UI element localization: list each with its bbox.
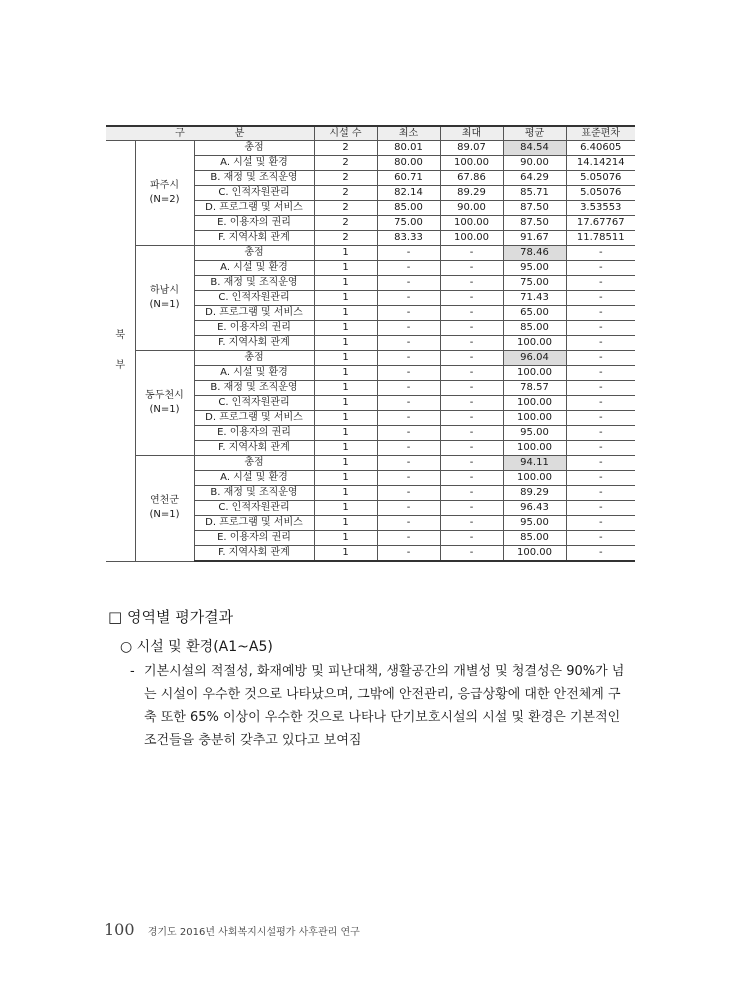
city-count: (N=1): [149, 404, 180, 415]
cell-max: -: [440, 366, 503, 381]
cell-min: 75.00: [377, 216, 440, 231]
table-row: [106, 456, 635, 471]
page-number: 100: [104, 920, 135, 939]
cell-label: E. 이용자의 권리: [194, 426, 314, 441]
cell-max: -: [440, 531, 503, 546]
cell-max: -: [440, 396, 503, 411]
cell-avg: 100.00: [503, 336, 566, 351]
cell-count: 1: [314, 411, 377, 426]
cell-max: -: [440, 246, 503, 261]
cell-count: 1: [314, 486, 377, 501]
cell-sd: -: [566, 261, 635, 276]
cell-count: 1: [314, 396, 377, 411]
sub-heading-text: 시설 및 환경(A1~A5): [136, 639, 273, 655]
cell-max: -: [440, 321, 503, 336]
cell-label: F. 지역사회 관계: [194, 546, 314, 562]
cell-max: -: [440, 306, 503, 321]
cell-min: 85.00: [377, 201, 440, 216]
cell-count: 2: [314, 201, 377, 216]
city-cell: [135, 141, 194, 246]
table-row: [106, 351, 635, 366]
cell-max: -: [440, 291, 503, 306]
cell-count: 1: [314, 351, 377, 366]
cell-count: 1: [314, 471, 377, 486]
cell-count: 1: [314, 306, 377, 321]
cell-max: -: [440, 426, 503, 441]
cell-sd: 3.53553: [566, 201, 635, 216]
region-cell: [106, 141, 135, 562]
paragraph-line-2: 는 시설이 우수한 것으로 나타났으며, 그밖에 안전관리, 응급상황에 대한 안전체계 구: [144, 687, 621, 702]
cell-avg: 65.00: [503, 306, 566, 321]
cell-min: -: [377, 306, 440, 321]
cell-sd: 6.40605: [566, 141, 635, 156]
cell-sd: -: [566, 546, 635, 562]
cell-max: -: [440, 486, 503, 501]
table-header-row: [106, 126, 635, 141]
cell-avg: 75.00: [503, 276, 566, 291]
header-max: 최대: [440, 126, 503, 141]
cell-min: -: [377, 261, 440, 276]
cell-count: 1: [314, 441, 377, 456]
cell-label: B. 재정 및 조직운영: [194, 171, 314, 186]
cell-label: F. 지역사회 관계: [194, 441, 314, 456]
cell-max: -: [440, 351, 503, 366]
cell-label: D. 프로그램 및 서비스: [194, 411, 314, 426]
cell-sd: -: [566, 396, 635, 411]
cell-sd: 17.67767: [566, 216, 635, 231]
header-bun: 분: [234, 128, 245, 139]
body-paragraph: [130, 660, 638, 752]
cell-sd: -: [566, 336, 635, 351]
cell-avg: 78.57: [503, 381, 566, 396]
cell-label: B. 재정 및 조직운영: [194, 381, 314, 396]
cell-label: A. 시설 및 환경: [194, 261, 314, 276]
cell-count: 1: [314, 456, 377, 471]
sub-heading: [120, 636, 273, 656]
header-count: 시설 수: [314, 126, 377, 141]
cell-min: -: [377, 546, 440, 562]
cell-count: 1: [314, 531, 377, 546]
city-count: (N=1): [149, 509, 180, 521]
cell-max: 89.07: [440, 141, 503, 156]
cell-label: 총점: [194, 246, 314, 261]
cell-min: -: [377, 456, 440, 471]
cell-sd: -: [566, 486, 635, 501]
cell-label: E. 이용자의 권리: [194, 531, 314, 546]
cell-label: A. 시설 및 환경: [194, 366, 314, 381]
cell-count: 1: [314, 501, 377, 516]
cell-min: -: [377, 276, 440, 291]
cell-min: -: [377, 396, 440, 411]
page-footer: [104, 920, 360, 939]
cell-count: 2: [314, 231, 377, 246]
cell-min: 80.01: [377, 141, 440, 156]
cell-max: 90.00: [440, 201, 503, 216]
cell-max: -: [440, 471, 503, 486]
cell-min: 80.00: [377, 156, 440, 171]
cell-sd: -: [566, 411, 635, 426]
cell-max: -: [440, 261, 503, 276]
cell-sd: -: [566, 531, 635, 546]
header-category: [106, 126, 314, 141]
cell-label: 총점: [194, 456, 314, 471]
cell-sd: -: [566, 306, 635, 321]
city-cell: [135, 351, 194, 456]
cell-count: 1: [314, 246, 377, 261]
cell-count: 2: [314, 141, 377, 156]
cell-sd: 11.78511: [566, 231, 635, 246]
cell-avg: 100.00: [503, 366, 566, 381]
city-name: 하남시: [150, 285, 179, 296]
table-row: [106, 141, 635, 156]
cell-min: -: [377, 516, 440, 531]
cell-label: C. 인적자원관리: [194, 396, 314, 411]
cell-count: 2: [314, 216, 377, 231]
cell-sd: -: [566, 441, 635, 456]
cell-max: -: [440, 501, 503, 516]
section-heading-text: 영역별 평가결과: [126, 608, 234, 626]
city-count: (N=1): [149, 299, 180, 310]
cell-min: -: [377, 246, 440, 261]
cell-avg: 95.00: [503, 261, 566, 276]
cell-count: 2: [314, 171, 377, 186]
cell-avg: 95.00: [503, 516, 566, 531]
cell-label: E. 이용자의 권리: [194, 321, 314, 336]
cell-count: 1: [314, 426, 377, 441]
cell-max: -: [440, 276, 503, 291]
table-body: [106, 141, 635, 562]
footer-title: 경기도 2016년 사회복지시설평가 사후관리 연구: [147, 927, 360, 938]
cell-count: 2: [314, 186, 377, 201]
cell-max: -: [440, 546, 503, 562]
cell-min: -: [377, 426, 440, 441]
cell-avg: 85.71: [503, 186, 566, 201]
header-avg: 평균: [503, 126, 566, 141]
cell-sd: -: [566, 426, 635, 441]
cell-sd: -: [566, 246, 635, 261]
cell-sd: -: [566, 471, 635, 486]
cell-max: 67.86: [440, 171, 503, 186]
cell-avg: 90.00: [503, 156, 566, 171]
cell-label: E. 이용자의 권리: [194, 216, 314, 231]
cell-sd: -: [566, 381, 635, 396]
cell-avg: 100.00: [503, 396, 566, 411]
cell-min: -: [377, 291, 440, 306]
cell-label: D. 프로그램 및 서비스: [194, 306, 314, 321]
cell-avg: 96.43: [503, 501, 566, 516]
cell-avg: 89.29: [503, 486, 566, 501]
cell-avg: 100.00: [503, 471, 566, 486]
cell-avg: 87.50: [503, 216, 566, 231]
cell-count: 1: [314, 276, 377, 291]
cell-min: -: [377, 366, 440, 381]
cell-max: 100.00: [440, 231, 503, 246]
cell-sd: -: [566, 351, 635, 366]
city-name: 연천군: [150, 495, 179, 507]
cell-sd: 14.14214: [566, 156, 635, 171]
cell-sd: -: [566, 276, 635, 291]
cell-avg: 78.46: [503, 246, 566, 261]
cell-avg: 100.00: [503, 441, 566, 456]
square-bullet-icon: □: [108, 608, 123, 626]
cell-label: D. 프로그램 및 서비스: [194, 516, 314, 531]
cell-count: 1: [314, 381, 377, 396]
cell-label: A. 시설 및 환경: [194, 156, 314, 171]
paragraph-line-1: 기본시설의 적절성, 화재예방 및 피난대책, 생활공간의 개별성 및 청결성은 90%가 넘: [144, 664, 625, 679]
cell-avg: 100.00: [503, 546, 566, 562]
cell-label: 총점: [194, 351, 314, 366]
cell-avg: 96.04: [503, 351, 566, 366]
cell-label: D. 프로그램 및 서비스: [194, 201, 314, 216]
cell-min: -: [377, 501, 440, 516]
cell-count: 1: [314, 336, 377, 351]
cell-label: C. 인적자원관리: [194, 186, 314, 201]
cell-avg: 100.00: [503, 411, 566, 426]
cell-avg: 85.00: [503, 321, 566, 336]
cell-label: C. 인적자원관리: [194, 501, 314, 516]
header-gu: 구: [175, 128, 185, 139]
cell-label: F. 지역사회 관계: [194, 231, 314, 246]
cell-sd: -: [566, 501, 635, 516]
cell-sd: -: [566, 291, 635, 306]
cell-sd: 5.05076: [566, 186, 635, 201]
cell-max: -: [440, 336, 503, 351]
cell-avg: 85.00: [503, 531, 566, 546]
cell-label: B. 재정 및 조직운영: [194, 276, 314, 291]
dash-bullet: -: [130, 664, 135, 679]
cell-sd: 5.05076: [566, 171, 635, 186]
cell-min: -: [377, 381, 440, 396]
cell-count: 1: [314, 366, 377, 381]
cell-avg: 87.50: [503, 201, 566, 216]
paragraph-line-3: 축 또한 65% 이상이 우수한 것으로 나타나 단기보호시설의 시설 및 환경은 기본적인: [144, 710, 621, 725]
cell-avg: 71.43: [503, 291, 566, 306]
cell-min: 82.14: [377, 186, 440, 201]
city-name: 동두천시: [145, 390, 184, 401]
cell-sd: -: [566, 366, 635, 381]
cell-max: 100.00: [440, 216, 503, 231]
cell-count: 1: [314, 516, 377, 531]
cell-min: -: [377, 411, 440, 426]
cell-label: 총점: [194, 141, 314, 156]
header-min: 최소: [377, 126, 440, 141]
cell-label: F. 지역사회 관계: [194, 336, 314, 351]
cell-min: -: [377, 441, 440, 456]
cell-avg: 64.29: [503, 171, 566, 186]
cell-sd: -: [566, 516, 635, 531]
city-cell: [135, 246, 194, 351]
city-cell: [135, 456, 194, 562]
cell-sd: -: [566, 456, 635, 471]
region-char: 부: [115, 359, 126, 371]
cell-max: -: [440, 516, 503, 531]
cell-label: C. 인적자원관리: [194, 291, 314, 306]
header-sd: 표준편차: [566, 126, 635, 141]
city-count: (N=2): [149, 194, 180, 205]
paragraph-line-4: 조건들을 충분히 갖추고 있다고 보여짐: [144, 733, 362, 748]
evaluation-table: [106, 125, 635, 562]
cell-max: -: [440, 411, 503, 426]
cell-max: -: [440, 381, 503, 396]
cell-min: 60.71: [377, 171, 440, 186]
cell-count: 1: [314, 321, 377, 336]
cell-label: B. 재정 및 조직운영: [194, 486, 314, 501]
cell-avg: 94.11: [503, 456, 566, 471]
cell-max: -: [440, 456, 503, 471]
cell-min: -: [377, 321, 440, 336]
cell-max: 100.00: [440, 156, 503, 171]
cell-max: 89.29: [440, 186, 503, 201]
cell-count: 1: [314, 261, 377, 276]
region-char: 북: [115, 329, 126, 341]
section-heading: [108, 606, 233, 627]
cell-min: 83.33: [377, 231, 440, 246]
cell-avg: 84.54: [503, 141, 566, 156]
table-row: [106, 246, 635, 261]
cell-avg: 91.67: [503, 231, 566, 246]
cell-max: -: [440, 441, 503, 456]
cell-avg: 95.00: [503, 426, 566, 441]
cell-min: -: [377, 351, 440, 366]
cell-min: -: [377, 531, 440, 546]
cell-label: A. 시설 및 환경: [194, 471, 314, 486]
cell-min: -: [377, 471, 440, 486]
cell-count: 2: [314, 156, 377, 171]
cell-min: -: [377, 336, 440, 351]
city-name: 파주시: [150, 180, 179, 191]
cell-sd: -: [566, 321, 635, 336]
cell-count: 1: [314, 546, 377, 562]
cell-min: -: [377, 486, 440, 501]
circle-bullet-icon: ○: [120, 639, 133, 655]
cell-count: 1: [314, 291, 377, 306]
